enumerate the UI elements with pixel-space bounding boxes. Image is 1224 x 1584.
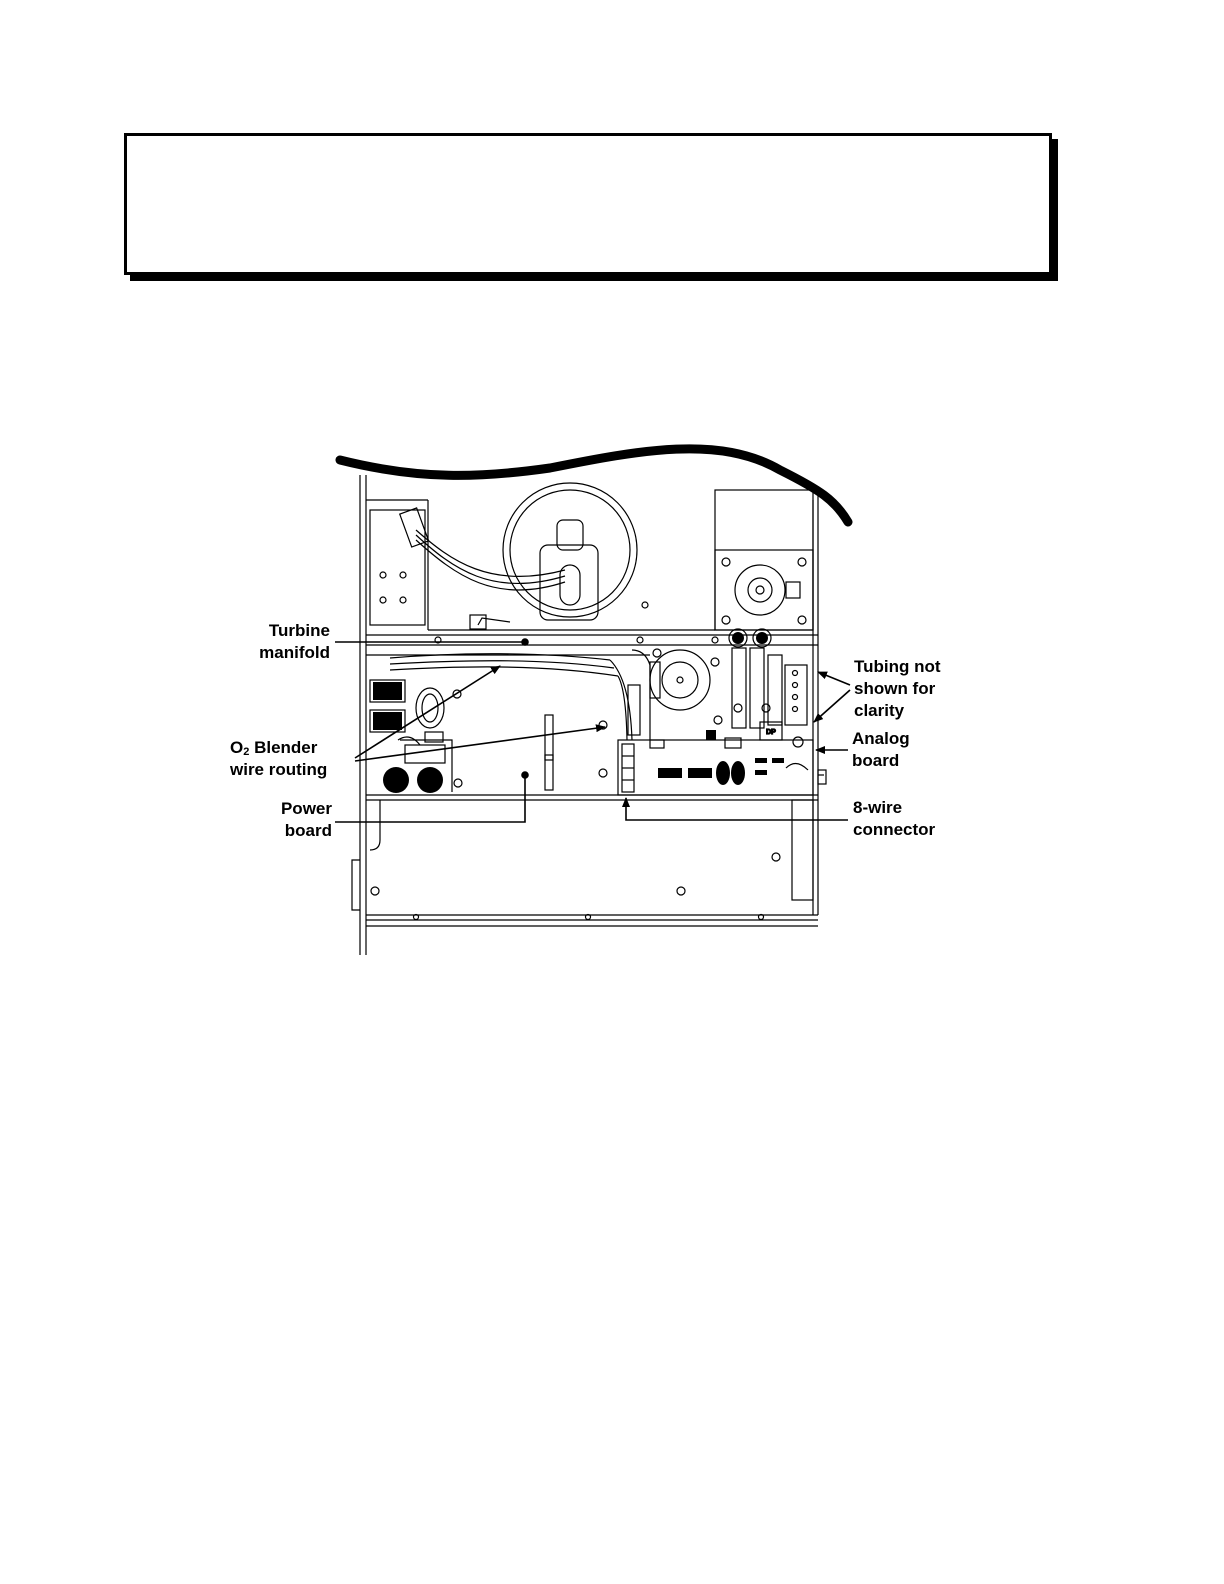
label-power-board-1: Power <box>280 799 332 818</box>
cut-line <box>340 449 848 522</box>
label-tubing-1: Tubing not <box>854 657 941 676</box>
label-analog-board-2: board <box>852 751 900 770</box>
dp-label: DP <box>766 729 776 736</box>
solid-components <box>373 632 784 793</box>
ventilator-interior-diagram <box>220 440 980 960</box>
label-analog-board-1: Analog <box>852 729 910 748</box>
label-8-wire-connector-1: 8-wire <box>853 798 903 817</box>
label-8-wire-connector-2: connector <box>853 820 936 839</box>
label-power-board-2: board <box>284 821 332 840</box>
label-o2-blender-2: wire routing <box>230 760 328 779</box>
label-o2-blender-1: O2 Blender <box>230 738 318 758</box>
label-turbine-manifold-2: manifold <box>259 643 330 662</box>
header-box <box>124 133 1052 275</box>
label-tubing-2: shown for <box>854 679 936 698</box>
label-turbine-manifold-1: Turbine <box>268 621 330 640</box>
label-tubing-3: clarity <box>854 701 905 720</box>
